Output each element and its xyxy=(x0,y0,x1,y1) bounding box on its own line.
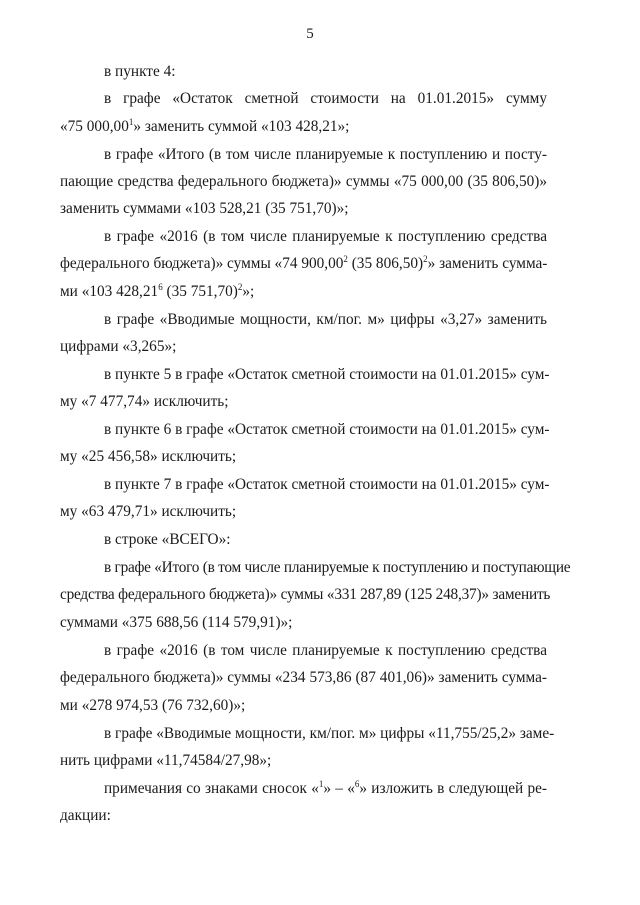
text-line: цифрами «3,265»; xyxy=(60,338,177,355)
text-span: »; xyxy=(242,283,255,300)
text-line: нить цифрами «11,74584/27,98»; xyxy=(60,752,272,769)
text-line: в графе «Остаток сметной стоимости на 01.01.2015» сумму xyxy=(104,90,547,107)
text-span: федерального бюджета)» суммы «74 900,00 xyxy=(60,255,344,272)
text-span: (35 806,50) xyxy=(347,255,424,272)
text-span: » заменить суммой «103 428,21»; xyxy=(133,118,350,135)
text-line: в графе «Итого (в том числе планируемые к поступлению и поступающие xyxy=(104,559,571,576)
text-span: примечания со знаками сносок « xyxy=(104,780,319,797)
footnote-mark: 1 xyxy=(318,779,324,789)
text-line: суммами «375 688,56 (114 579,91)»; xyxy=(60,614,293,631)
footnote-mark: 1 xyxy=(128,117,134,127)
footnote-mark: 2 xyxy=(237,282,243,292)
text-span: » изложить в следующей ре- xyxy=(359,780,548,797)
text-line: в графе «2016 (в том числе планируемые к поступлению средства xyxy=(104,642,547,659)
text-line: в пункте 4: xyxy=(104,63,176,80)
text-line: заменить суммами «103 528,21 (35 751,70)»; xyxy=(60,200,349,217)
text-span: (35 751,70) xyxy=(162,283,238,300)
text-line: в пункте 6 в графе «Остаток сметной стоимости на 01.01.2015» сум- xyxy=(104,421,550,438)
text-line: му «25 456,58» исключить; xyxy=(60,448,237,465)
text-line xyxy=(60,118,547,136)
text-line: в пункте 5 в графе «Остаток сметной стоимости на 01.01.2015» сум- xyxy=(104,366,550,383)
text-line xyxy=(60,283,547,301)
text-line: средства федерального бюджета)» суммы «331 287,89 (125 248,37)» заменить xyxy=(60,586,551,603)
footnote-mark: 2 xyxy=(343,254,348,264)
text-line: в графе «Вводимые мощности, км/пог. м» цифры «11,755/25,2» заме- xyxy=(104,725,555,742)
text-line xyxy=(60,255,547,273)
text-line: пающие средства федерального бюджета)» суммы «75 000,00 (35 806,50)» xyxy=(60,173,547,190)
text-line xyxy=(60,780,547,798)
text-span: » заменить сумма- xyxy=(427,255,548,272)
text-span: ми «103 428,21 xyxy=(60,283,159,300)
text-span: » – « xyxy=(323,780,355,797)
page-number: 5 xyxy=(306,26,314,42)
text-span: «75 000,00 xyxy=(60,118,129,135)
text-line: в графе «Итого (в том числе планируемые к поступлению и посту- xyxy=(104,146,547,163)
text-line: му «7 477,74» исключить; xyxy=(60,393,229,410)
footnote-mark: 6 xyxy=(354,779,360,789)
text-line: в графе «Вводимые мощности, км/пог. м» цифры «3,27» заменить xyxy=(104,311,547,328)
text-line: в пункте 7 в графе «Остаток сметной стоимости на 01.01.2015» сум- xyxy=(104,476,550,493)
footnote-mark: 2 xyxy=(423,254,428,264)
text-line: федерального бюджета)» суммы «234 573,86 (87 401,06)» заменить сумма- xyxy=(60,669,547,686)
text-line: в графе «2016 (в том числе планируемые к поступлению средства xyxy=(104,228,547,245)
text-line: дакции: xyxy=(60,807,111,824)
footnote-mark: 6 xyxy=(158,282,163,292)
text-line: в строке «ВСЕГО»: xyxy=(104,531,231,548)
text-line: му «63 479,71» исключить; xyxy=(60,503,237,520)
text-line: ми «278 974,53 (76 732,60)»; xyxy=(60,697,246,714)
